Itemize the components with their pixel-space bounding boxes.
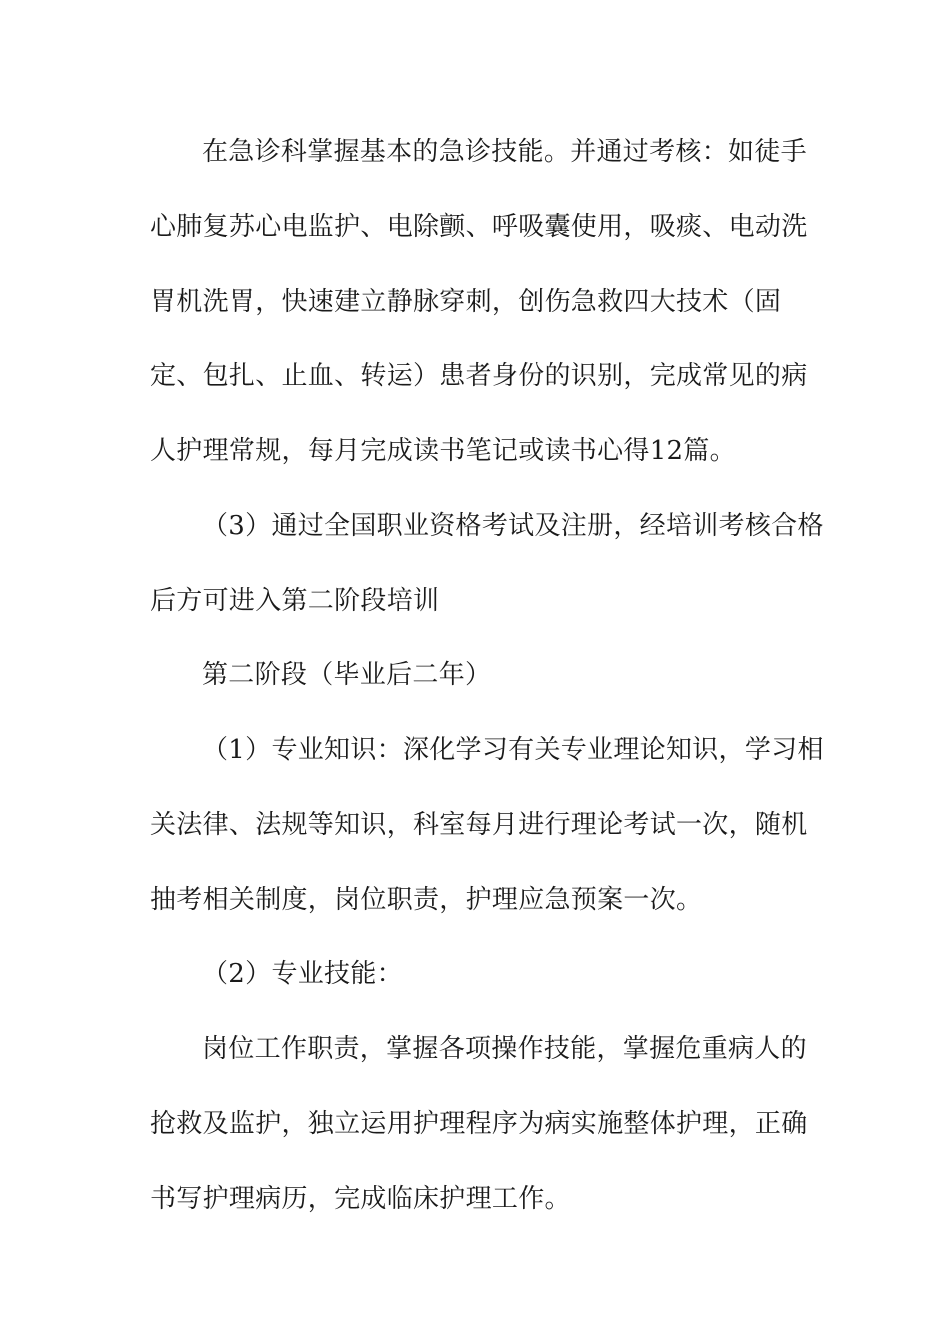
text-line-2: 心肺复苏心电监护、电除颤、呼吸囊使用，吸痰、电动洗 [150,212,808,242]
text-line-6: （3）通过全国职业资格考试及注册，经培训考核合格 [202,511,824,541]
text-line-9: （1）专业知识：深化学习有关专业理论知识，学习相 [202,735,824,765]
text-line-12: （2）专业技能： [202,959,403,989]
text-line-13: 岗位工作职责，掌握各项操作技能，掌握危重病人的 [202,1034,807,1064]
text-line-14: 抢救及监护，独立运用护理程序为病实施整体护理，正确 [150,1109,808,1139]
text-line-10: 关法律、法规等知识，科室每月进行理论考试一次，随机 [150,810,808,840]
text-line-5: 人护理常规，每月完成读书笔记或读书心得12篇。 [150,436,736,466]
text-line-4: 定、包扎、止血、转运）患者身份的识别，完成常见的病 [150,361,808,391]
text-line-7: 后方可进入第二阶段培训 [150,586,440,616]
text-line-3: 胃机洗胃，快速建立静脉穿刺，创伤急救四大技术（固 [150,287,782,317]
text-line-1: 在急诊科掌握基本的急诊技能。并通过考核：如徒手 [202,137,807,167]
text-line-15: 书写护理病历，完成临床护理工作。 [150,1184,571,1214]
section-heading: 第二阶段（毕业后二年） [202,660,492,690]
text-line-11: 抽考相关制度，岗位职责，护理应急预案一次。 [150,885,703,915]
